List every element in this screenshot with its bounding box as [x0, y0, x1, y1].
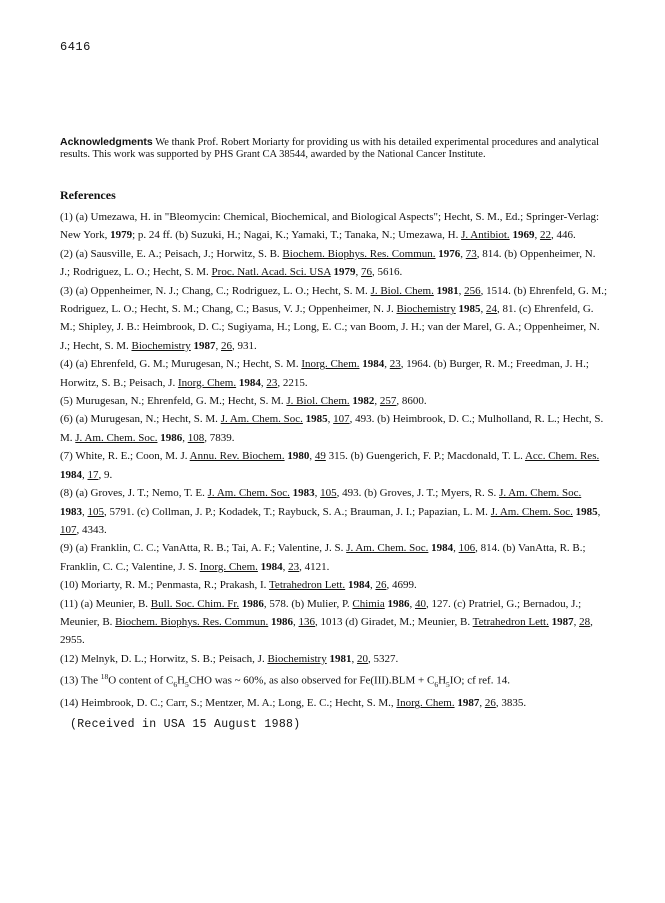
acknowledgments-paragraph [60, 137, 605, 160]
reference-text: , 1514. (b) Ehrenfeld, G. M.; Rodriguez, L. O.; Hecht, S. M.; Chang, C.; Basus, V. J.; Oppenheimer, N. J. [60, 284, 608, 316]
reference-text: , 1013 (d) Giradet, M.; Meunier, B. [315, 615, 473, 628]
journal-or-volume: J. Am. Chem. Soc. [346, 542, 429, 555]
reference-text: (13) The [60, 674, 101, 687]
reference-text: (8) (a) Groves, J. T.; Nemo, T. E. [60, 487, 208, 500]
journal-or-volume: 256 [464, 284, 481, 297]
journal-or-volume: J. Antibiot. [461, 229, 510, 242]
reference-text: O content of C [108, 674, 174, 687]
reference-item [60, 595, 608, 650]
year: 1985 [575, 505, 598, 518]
reference-text: , [409, 597, 415, 610]
reference-text: 315. (b) Guengerich, F. P.; Macdonald, T. L. [325, 450, 525, 463]
journal-or-volume: Biochemistry [396, 303, 456, 316]
reference-text: CHO was ~ 60%, as also observed for Fe(III).BLM + C [188, 674, 435, 687]
reference-text: (5) Murugesan, N.; Ehrenfeld, G. M.; Hecht, S. M. [60, 395, 287, 408]
year: 1979 [333, 266, 356, 279]
reference-text: , 8600. [396, 395, 427, 408]
year: 1986 [271, 615, 294, 628]
journal-or-volume: 73 [465, 247, 477, 260]
reference-text: , 446. [550, 229, 576, 242]
reference-text: , [458, 284, 465, 297]
year: 1982 [352, 395, 375, 408]
reference-text: , [369, 579, 376, 592]
journal-or-volume: 20 [356, 652, 368, 665]
year: 1987 [551, 615, 574, 628]
reference-item [60, 245, 608, 282]
reference-text: , 5327. [367, 652, 399, 665]
journal-or-volume: Inorg. Chem. [199, 560, 258, 573]
journal-or-volume: J. Biol. Chem. [286, 395, 350, 408]
journal-or-volume: 257 [379, 395, 397, 408]
journal-or-volume: J. Am. Chem. Soc. [490, 505, 573, 518]
reference-text: , 2215. [277, 376, 308, 389]
reference-text: , [314, 487, 321, 500]
reference-item [60, 282, 608, 356]
reference-text: (14) Heimbrook, D. C.; Carr, S.; Mentzer, M. A.; Long, E. C.; Hecht, S. M., [60, 697, 397, 710]
journal-or-volume: 107 [60, 523, 77, 536]
year: 1976 [438, 247, 461, 260]
journal-or-volume: J. Am. Chem. Soc. [220, 413, 303, 426]
reference-item [60, 355, 608, 392]
journal-or-volume: Biochem. Biophys. Res. Commun. [115, 615, 269, 628]
journal-or-volume: Inorg. Chem. [301, 358, 360, 371]
reference-text: , 493. (b) Heimbrook, D. C.; Mulholland, R. L.; Hecht, S. M. [60, 413, 604, 444]
reference-text: (11) (a) Meunier, B. [60, 597, 151, 610]
reference-text: , 3835. [495, 697, 527, 710]
reference-text: , 4699. [386, 579, 417, 592]
reference-text: 18 [100, 672, 109, 682]
journal-or-volume: 105 [87, 505, 104, 518]
references-list [60, 208, 608, 713]
journal-or-volume: J. Biol. Chem. [370, 284, 434, 297]
year: 1983 [292, 487, 315, 500]
journal-or-volume: 26 [484, 697, 496, 710]
journal-or-volume: 26 [221, 339, 233, 352]
journal-or-volume: Tetrahedron Lett. [268, 579, 346, 592]
reference-text: , 4343. [76, 523, 107, 536]
reference-text: , 814. (b) Oppenheimer, N. J.; Rodriguez, L. O.; Hecht, S. M. [60, 247, 596, 279]
reference-text: , [534, 229, 540, 242]
year: 1980 [287, 450, 310, 463]
reference-item [60, 208, 608, 245]
journal-or-volume: 23 [389, 358, 401, 371]
reference-text: , [479, 697, 485, 710]
journal-or-volume: 40 [415, 597, 426, 610]
reference-text: , 2955. [60, 615, 593, 647]
year: 1984 [347, 579, 370, 592]
journal-or-volume: 106 [458, 542, 476, 555]
reference-item [60, 447, 608, 484]
reference-text: , [374, 395, 380, 408]
reference-text: , [215, 339, 222, 352]
reference-text: 5 [446, 680, 450, 689]
journal-or-volume: 136 [298, 615, 316, 628]
year: 1985 [458, 303, 481, 316]
year: 1979 [110, 229, 133, 242]
journal-or-volume: J. Am. Chem. Soc. [207, 487, 290, 500]
journal-or-volume: Biochemistry [267, 652, 327, 665]
journal-or-volume: Biochem. Biophys. Res. Commun. [282, 247, 436, 260]
reference-text: (7) White, R. E.; Coon, M. J. [60, 450, 190, 463]
journal-or-volume: J. Am. Chem. Soc. [75, 431, 158, 444]
journal-or-volume: Chimia [352, 597, 385, 610]
reference-text: (3) (a) Oppenheimer, N. J.; Chang, C.; Rodriguez, L. O.; Hecht, S. M. [60, 284, 371, 297]
year: 1984 [260, 560, 283, 573]
acknowledgments-heading: Acknowledgments [60, 136, 153, 148]
journal-or-volume: Annu. Rev. Biochem. [189, 450, 285, 463]
reference-text: , [282, 560, 289, 573]
reference-text: , 5616. [371, 266, 403, 279]
journal-or-volume: Tetrahedron Lett. [472, 615, 549, 628]
reference-text: ; p. 24 ff. (b) Suzuki, H.; Nagai, K.; Yamaki, T.; Tanaka, N.; Umezawa, H. [132, 229, 462, 242]
reference-text: (10) Moriarty, R. M.; Penmasta, R.; Prakash, I. [60, 579, 269, 592]
reference-text: 6 [434, 680, 439, 689]
reference-text: (12) Melnyk, D. L.; Horwitz, S. B.; Peisach, J. [60, 652, 268, 665]
reference-text: , [351, 652, 357, 665]
reference-text: , [327, 413, 334, 426]
reference-text: , 127. (c) Pratriel, G.; Bernadou, J.; Meunier, B. [60, 597, 582, 628]
journal-or-volume: 26 [375, 579, 387, 592]
reference-text: , 814. (b) VanAtta, R. B.; Franklin, C. C.; Valentine, J. S. [60, 542, 586, 573]
reference-item [60, 410, 608, 447]
reference-item [60, 576, 608, 594]
year: 1986 [160, 431, 183, 444]
page-number: 6416 [60, 40, 91, 54]
reference-text: , [355, 266, 361, 279]
reference-item [60, 392, 608, 410]
year: 1981 [436, 284, 459, 297]
journal-or-volume: 49 [314, 450, 326, 463]
reference-text: , [453, 542, 459, 555]
received-date: (Received in USA 15 August 1988) [70, 718, 301, 731]
reference-text: , [309, 450, 315, 463]
reference-text: 6 [173, 680, 178, 689]
journal-or-volume: 23 [266, 376, 278, 389]
reference-text: , [384, 358, 390, 371]
year: 1984 [238, 376, 261, 389]
year: 1983 [60, 505, 82, 518]
journal-or-volume: 107 [333, 413, 350, 426]
reference-text: , 5791. (c) Collman, J. P.; Kodadek, T.; Raybuck, S. A.; Brauman, J. I.; Papazian, L. M. [104, 505, 491, 518]
year: 1981 [329, 652, 352, 665]
reference-text: , 9. [98, 468, 113, 481]
journal-or-volume: 24 [486, 303, 497, 316]
reference-text: , 931. [232, 339, 257, 352]
reference-text: , [82, 468, 88, 481]
journal-or-volume: 108 [187, 431, 205, 444]
reference-item [60, 668, 608, 694]
reference-text: , [597, 505, 601, 518]
journal-or-volume: Bull. Soc. Chim. Fr. [150, 597, 240, 610]
reference-text: H [438, 674, 447, 687]
journal-or-volume: 28 [579, 615, 591, 628]
journal-or-volume: 17 [87, 468, 99, 481]
year: 1984 [60, 468, 82, 481]
year: 1987 [193, 339, 216, 352]
reference-text: , 578. (b) Mulier, P. [263, 597, 353, 610]
year: 1986 [241, 597, 264, 610]
references-heading: References [60, 188, 116, 202]
reference-text: , [460, 247, 466, 260]
reference-text: , 1964. (b) Burger, R. M.; Freedman, J. H.; Horwitz, S. B.; Peisach, J. [60, 358, 589, 389]
journal-or-volume: Proc. Natl. Acad. Sci. USA [211, 266, 331, 279]
reference-text: , 4121. [299, 560, 330, 573]
journal-or-volume: Biochemistry [131, 339, 191, 352]
journal-or-volume: 105 [320, 487, 337, 500]
acknowledgments-text: We thank Prof. Robert Moriarty for providing us with his detailed experimental procedures and analytical results. This work was supported by PHS Grant CA 38544, awarded by the National Cancer Institute. [60, 137, 600, 160]
year: 1984 [362, 358, 385, 371]
reference-text: 5 [185, 680, 189, 689]
journal-or-volume: 22 [539, 229, 551, 242]
reference-text: , 81. (c) Ehrenfeld, G. M.; Shipley, J. B.: Heimbrook, D. C.; Sugiyama, H.; Long, E. C.; van Boom, J. H.; van der Marel, G. A.; Oppenheimer, N. J.; Hecht, S. M. [60, 303, 600, 352]
year: 1969 [512, 229, 535, 242]
reference-text: (9) (a) Franklin, C. C.; VanAtta, R. B.; Tai, A. F.; Valentine, J. S. [60, 542, 347, 555]
reference-item [60, 650, 608, 668]
reference-text: (1) (a) Umezawa, H. in "Bleomycin: Chemical, Biochemical, and Biological Aspects"; Hecht, S. M., Ed.; Springer-Verlag: New York, [60, 211, 600, 242]
reference-text: , [182, 431, 188, 444]
reference-text: , [573, 615, 580, 628]
reference-text: , [293, 615, 299, 628]
reference-text: , [480, 303, 486, 316]
reference-item [60, 694, 608, 712]
reference-text: (2) (a) Sausville, E. A.; Peisach, J.; Horwitz, S. B. [60, 247, 283, 260]
reference-text: , [260, 376, 267, 389]
reference-text: (4) (a) Ehrenfeld, G. M.; Murugesan, N.; Hecht, S. M. [60, 358, 302, 371]
journal-or-volume: Acc. Chem. Res. [524, 450, 600, 463]
reference-item [60, 484, 608, 539]
reference-text: IO; cf ref. 14. [449, 674, 510, 687]
year: 1984 [431, 542, 454, 555]
reference-item [60, 539, 608, 576]
reference-text: (6) (a) Murugesan, N.; Hecht, S. M. [60, 413, 221, 426]
reference-text: , 7839. [204, 431, 235, 444]
journal-or-volume: J. Am. Chem. Soc. [499, 487, 582, 500]
journal-or-volume: Inorg. Chem. [177, 376, 237, 389]
reference-text: , [82, 505, 88, 518]
reference-text: H [177, 674, 186, 687]
journal-or-volume: 23 [288, 560, 300, 573]
year: 1987 [457, 697, 480, 710]
year: 1986 [387, 597, 410, 610]
year: 1985 [305, 413, 328, 426]
journal-or-volume: Inorg. Chem. [396, 697, 455, 710]
journal-or-volume: 76 [360, 266, 372, 279]
reference-text: , 493. (b) Groves, J. T.; Myers, R. S. [336, 487, 500, 500]
